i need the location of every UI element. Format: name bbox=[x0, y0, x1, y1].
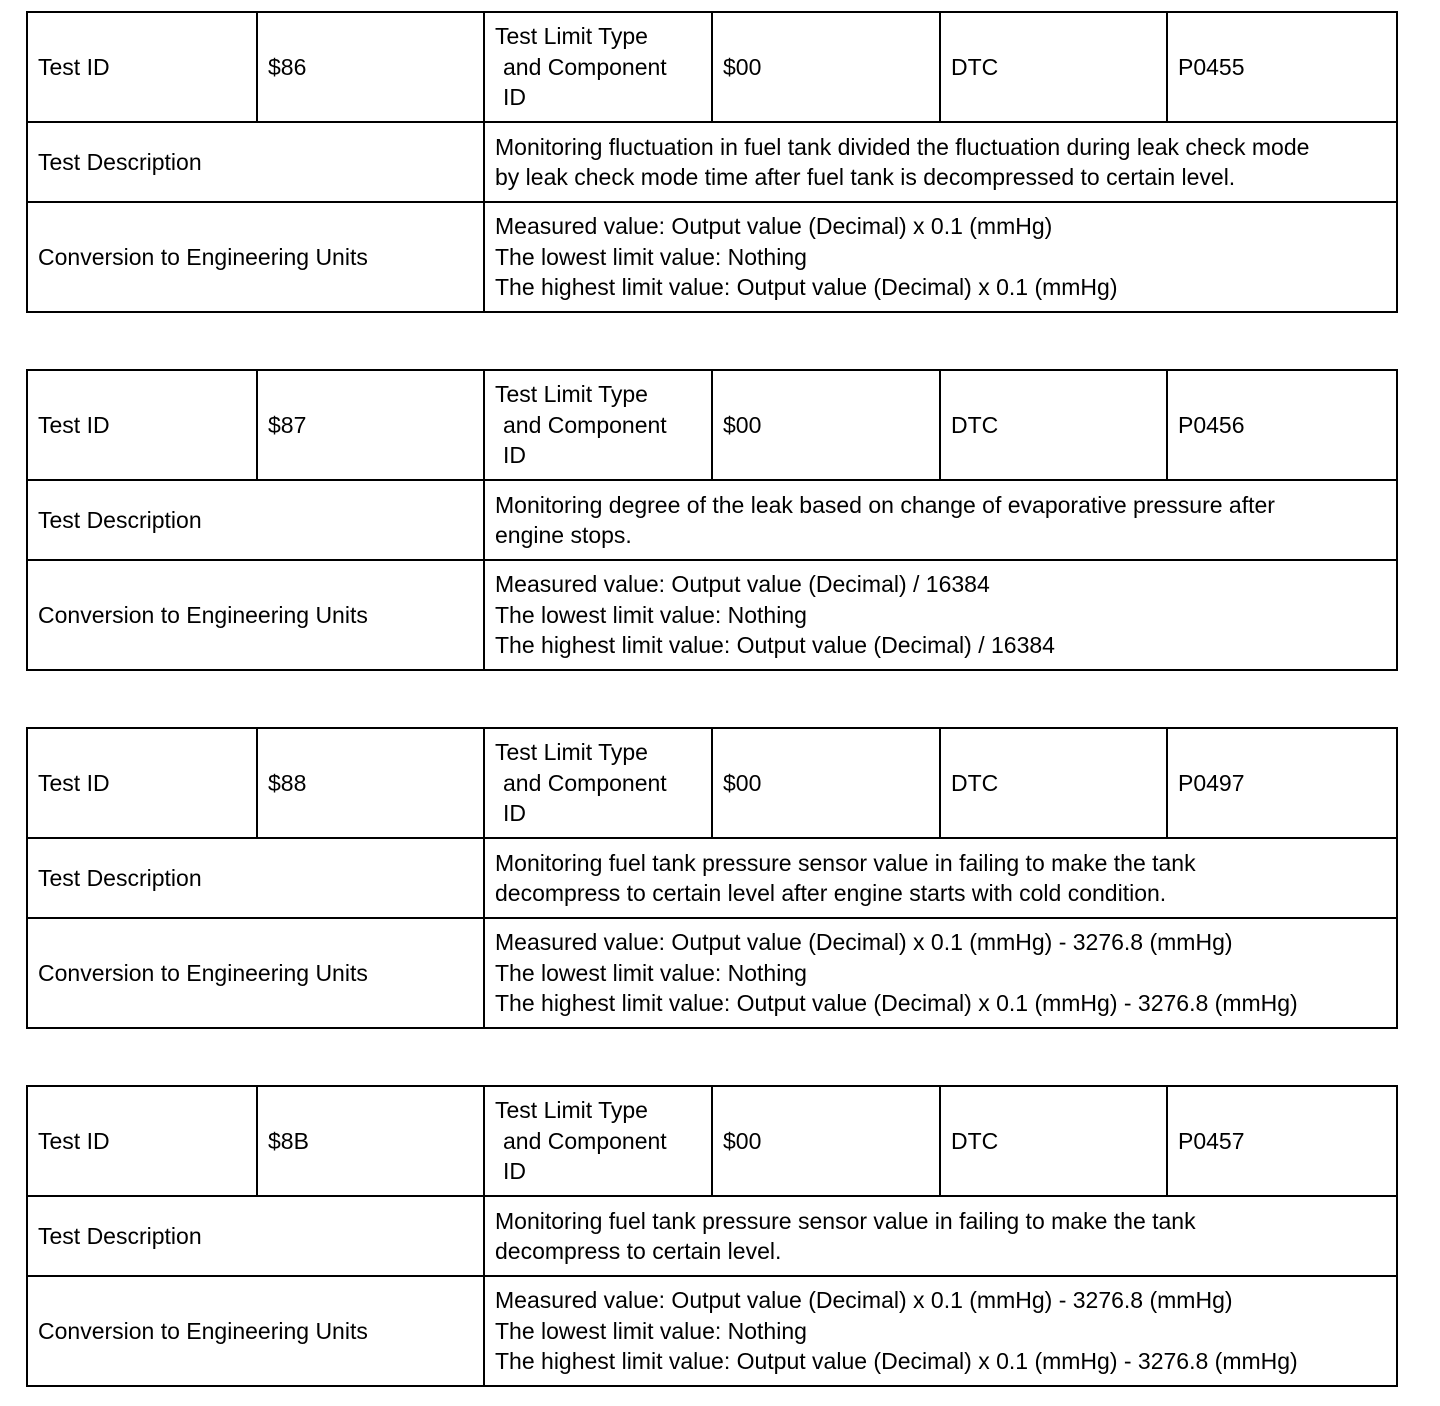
table-row bbox=[27, 838, 1397, 918]
conversion-text: Measured value: Output value (Decimal) x 0.1 (mmHg) - 3276.8 (mmHg) The lowest limit value: Nothing The highest limit value: Output value (Decimal) x 0.1 (mmHg) - 3276.8 (mmHg) bbox=[484, 918, 1397, 1028]
table-row bbox=[27, 728, 1397, 838]
test-id-value: $86 bbox=[257, 12, 484, 122]
test-spec-table bbox=[26, 727, 1398, 1029]
description-text: Monitoring fluctuation in fuel tank divided the fluctuation during leak check mode by leak check mode time after fuel tank is decompressed to certain level. bbox=[484, 122, 1397, 202]
test-id-value: $87 bbox=[257, 370, 484, 480]
limit-type-label: Test Limit Type and Component ID bbox=[484, 12, 712, 122]
table-row bbox=[27, 1196, 1397, 1276]
conversion-label: Conversion to Engineering Units bbox=[27, 202, 484, 312]
test-spec-table bbox=[26, 369, 1398, 671]
test-id-value: $88 bbox=[257, 728, 484, 838]
table-row bbox=[27, 122, 1397, 202]
description-label: Test Description bbox=[27, 480, 484, 560]
table-row bbox=[27, 1276, 1397, 1386]
dtc-value: P0497 bbox=[1167, 728, 1397, 838]
table-row bbox=[27, 1086, 1397, 1196]
description-label: Test Description bbox=[27, 1196, 484, 1276]
description-text: Monitoring fuel tank pressure sensor value in failing to make the tank decompress to certain level. bbox=[484, 1196, 1397, 1276]
test-spec-table bbox=[26, 11, 1398, 313]
conversion-text: Measured value: Output value (Decimal) x 0.1 (mmHg) The lowest limit value: Nothing The highest limit value: Output value (Decimal) x 0.1 (mmHg) bbox=[484, 202, 1397, 312]
test-table bbox=[26, 11, 1396, 313]
conversion-label: Conversion to Engineering Units bbox=[27, 918, 484, 1028]
test-table bbox=[26, 727, 1396, 1029]
limit-type-label: Test Limit Type and Component ID bbox=[484, 1086, 712, 1196]
test-spec-table bbox=[26, 1085, 1398, 1387]
limit-type-value: $00 bbox=[712, 370, 940, 480]
description-label: Test Description bbox=[27, 838, 484, 918]
test-table bbox=[26, 369, 1396, 671]
limit-type-value: $00 bbox=[712, 1086, 940, 1196]
conversion-label: Conversion to Engineering Units bbox=[27, 560, 484, 670]
dtc-value: P0457 bbox=[1167, 1086, 1397, 1196]
dtc-label: DTC bbox=[940, 728, 1167, 838]
dtc-value: P0456 bbox=[1167, 370, 1397, 480]
dtc-label: DTC bbox=[940, 370, 1167, 480]
test-id-label: Test ID bbox=[27, 12, 257, 122]
table-row bbox=[27, 560, 1397, 670]
description-label: Test Description bbox=[27, 122, 484, 202]
table-row bbox=[27, 370, 1397, 480]
description-text: Monitoring degree of the leak based on change of evaporative pressure after engine stops. bbox=[484, 480, 1397, 560]
conversion-text: Measured value: Output value (Decimal) x 0.1 (mmHg) - 3276.8 (mmHg) The lowest limit value: Nothing The highest limit value: Output value (Decimal) x 0.1 (mmHg) - 3276.8 (mmHg) bbox=[484, 1276, 1397, 1386]
test-table bbox=[26, 1085, 1396, 1387]
table-row bbox=[27, 918, 1397, 1028]
dtc-label: DTC bbox=[940, 1086, 1167, 1196]
description-text: Monitoring fuel tank pressure sensor value in failing to make the tank decompress to certain level after engine starts with cold condition. bbox=[484, 838, 1397, 918]
dtc-value: P0455 bbox=[1167, 12, 1397, 122]
limit-type-label: Test Limit Type and Component ID bbox=[484, 370, 712, 480]
limit-type-label: Test Limit Type and Component ID bbox=[484, 728, 712, 838]
table-row bbox=[27, 480, 1397, 560]
test-id-label: Test ID bbox=[27, 1086, 257, 1196]
conversion-label: Conversion to Engineering Units bbox=[27, 1276, 484, 1386]
test-id-label: Test ID bbox=[27, 370, 257, 480]
test-id-label: Test ID bbox=[27, 728, 257, 838]
dtc-label: DTC bbox=[940, 12, 1167, 122]
limit-type-value: $00 bbox=[712, 728, 940, 838]
conversion-text: Measured value: Output value (Decimal) / 16384 The lowest limit value: Nothing The highest limit value: Output value (Decimal) / 16384 bbox=[484, 560, 1397, 670]
table-row bbox=[27, 202, 1397, 312]
limit-type-value: $00 bbox=[712, 12, 940, 122]
table-row bbox=[27, 12, 1397, 122]
test-id-value: $8B bbox=[257, 1086, 484, 1196]
